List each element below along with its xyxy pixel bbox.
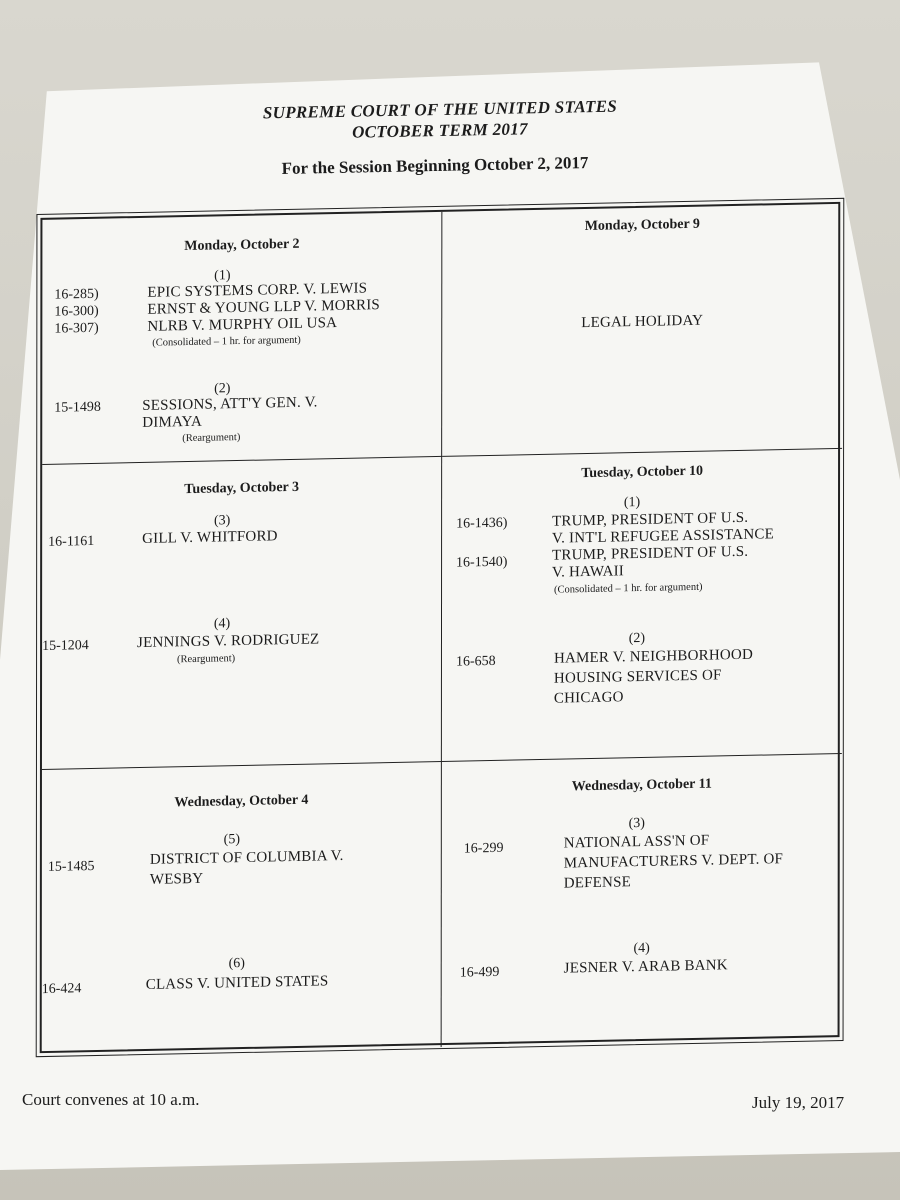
- day-label: Wednesday, October 4: [174, 792, 309, 811]
- docket-number: 15-1204: [42, 638, 89, 654]
- docket-number: 16-1540): [456, 554, 508, 571]
- docket-number: 16-299: [463, 840, 504, 857]
- day-label: Wednesday, October 11: [571, 776, 712, 795]
- cell-tuesday-october-10: [442, 449, 842, 762]
- day-label: Tuesday, October 3: [184, 479, 300, 498]
- case-number: (4): [633, 940, 650, 957]
- case-name: NLRB V. MURPHY OIL USA: [147, 315, 338, 335]
- document-date: July 19, 2017: [752, 1093, 845, 1112]
- case-name: EPIC SYSTEMS CORP. V. LEWIS: [147, 280, 368, 301]
- case-number: (1): [214, 268, 231, 284]
- docket-number: 15-1498: [54, 399, 101, 416]
- cell-wednesday-october-4: [42, 762, 442, 1055]
- case-name: MANUFACTURERS V. DEPT. OF: [563, 851, 784, 872]
- term-title: OCTOBER TERM 2017: [351, 119, 529, 142]
- case-name: HOUSING SERVICES OF: [553, 667, 722, 687]
- session-subtitle: For the Session Beginning October 2, 2017: [281, 153, 589, 178]
- cell-tuesday-october-3: [42, 457, 442, 770]
- case-name: HAMER V. NEIGHBORHOOD: [553, 646, 753, 667]
- case-name: SESSIONS, ATT'Y GEN. V.: [142, 394, 318, 414]
- case-name: DEFENSE: [563, 874, 631, 892]
- case-name: CHICAGO: [553, 689, 624, 707]
- case-name: NATIONAL ASS'N OF: [563, 832, 710, 852]
- case-number: (2): [628, 630, 646, 647]
- case-number: (2): [214, 381, 231, 397]
- case-number: (4): [213, 616, 231, 632]
- case-name: WESBY: [149, 870, 204, 888]
- day-label: Monday, October 9: [584, 216, 700, 235]
- cell-monday-october-2: [42, 212, 442, 465]
- case-name: TRUMP, PRESIDENT OF U.S.: [552, 509, 749, 530]
- docket-number: 16-1161: [48, 533, 95, 550]
- argument-calendar-grid: [40, 202, 841, 1053]
- case-name: JESNER V. ARAB BANK: [563, 957, 728, 977]
- day-label: Monday, October 2: [184, 236, 300, 255]
- docket-number: 16-300): [54, 303, 99, 320]
- case-number: (5): [223, 832, 241, 848]
- case-name: V. INT'L REFUGEE ASSISTANCE: [552, 526, 774, 547]
- case-name: JENNINGS V. RODRIGUEZ: [137, 631, 320, 652]
- day-label: Tuesday, October 10: [581, 463, 703, 482]
- cell-wednesday-october-11: [442, 754, 842, 1047]
- docket-number: 16-499: [459, 964, 500, 981]
- docket-number: 16-658: [455, 653, 496, 670]
- case-note: (Reargument): [177, 653, 236, 666]
- case-number: (1): [623, 494, 641, 511]
- case-name: TRUMP, PRESIDENT OF U.S.: [552, 543, 749, 564]
- case-note: (Reargument): [182, 431, 241, 445]
- docket-number: 16-285): [54, 286, 99, 303]
- case-note: (Consolidated – 1 hr. for argument): [554, 581, 703, 596]
- docket-number: 16-1436): [456, 515, 508, 532]
- case-number: (3): [628, 815, 645, 832]
- case-name: CLASS V. UNITED STATES: [145, 973, 329, 993]
- legal-holiday-text: LEGAL HOLIDAY: [581, 312, 704, 332]
- case-number: (3): [213, 513, 231, 529]
- court-title: SUPREME COURT OF THE UNITED STATES: [262, 96, 618, 123]
- case-note: (Consolidated – 1 hr. for argument): [152, 334, 301, 349]
- case-number: (6): [228, 955, 245, 972]
- case-name: ERNST & YOUNG LLP V. MORRIS: [147, 297, 380, 318]
- cell-monday-october-9: [442, 204, 842, 457]
- docket-number: 15-1485: [47, 858, 95, 875]
- docket-number: 16-424: [41, 981, 82, 998]
- case-name: DISTRICT OF COLUMBIA V.: [149, 847, 344, 868]
- case-name: DIMAYA: [142, 413, 203, 431]
- case-name: GILL V. WHITFORD: [142, 528, 278, 547]
- case-name: V. HAWAII: [552, 563, 625, 581]
- docket-number: 16-307): [54, 320, 99, 337]
- court-convenes-note: Court convenes at 10 a.m.: [22, 1090, 200, 1109]
